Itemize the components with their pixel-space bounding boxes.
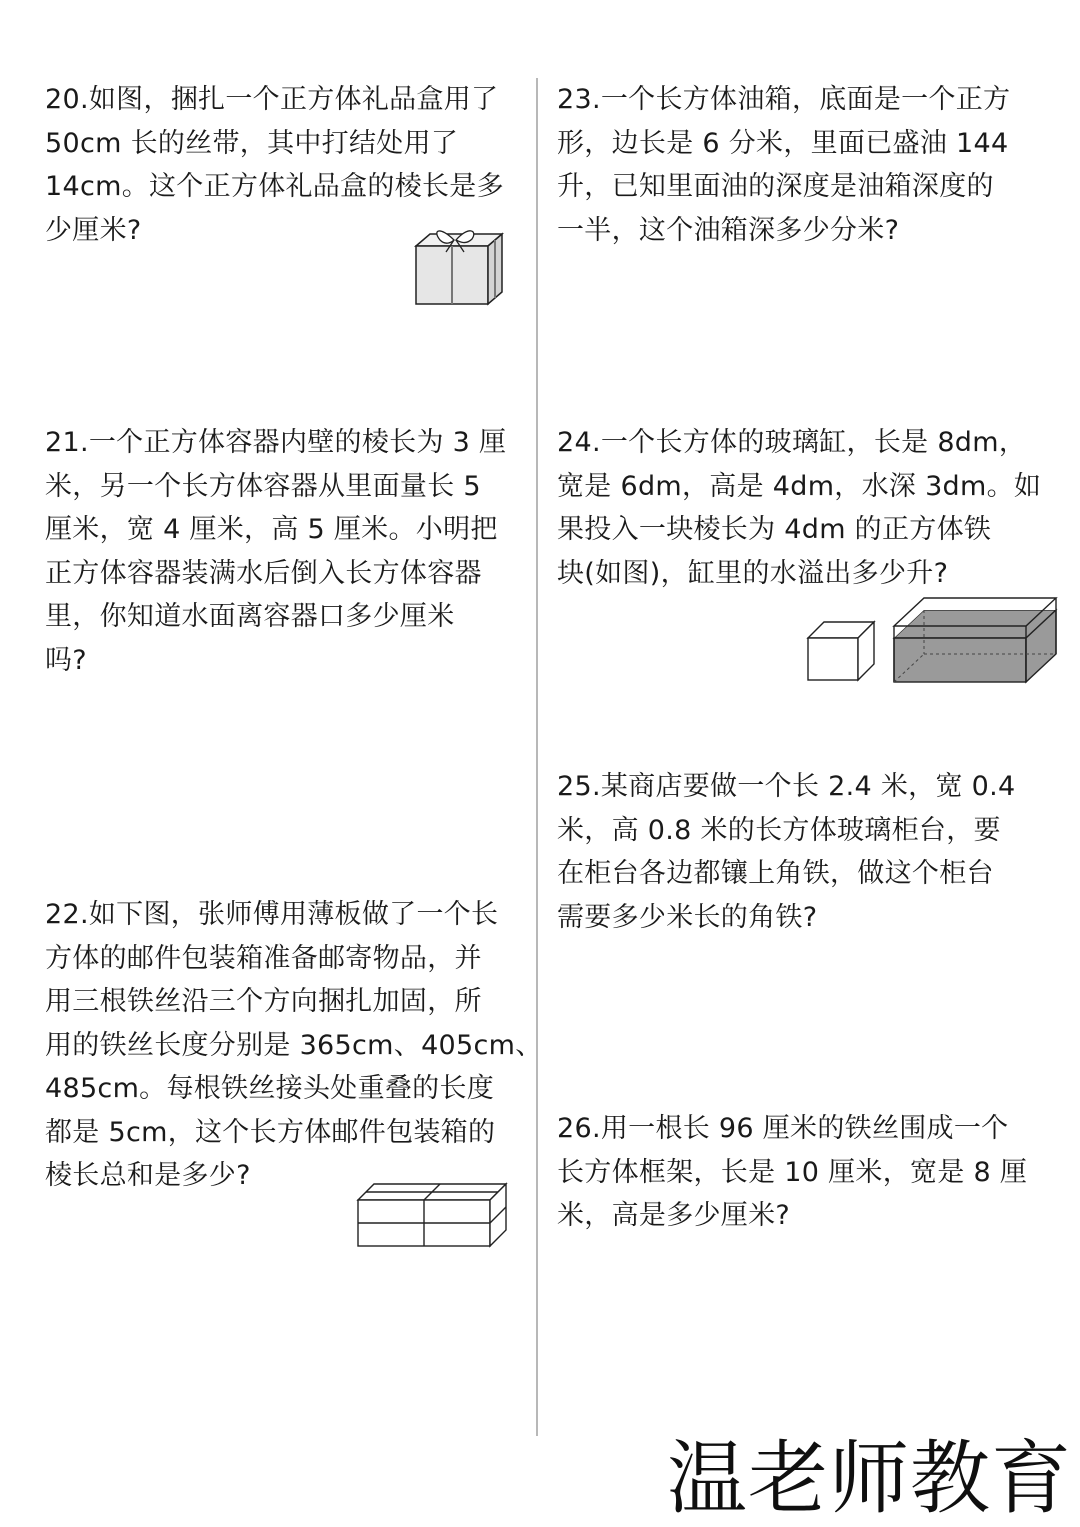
problem-23-line-3: 升，已知里面油的深度是油箱深度的 (557, 171, 994, 202)
problem-24-line-1: 24.一个长方体的玻璃缸，长是 8dm， (557, 427, 1027, 458)
problem-22-line-2: 方体的邮件包装箱准备邮寄物品，并 (45, 942, 482, 974)
problem-22-line-6: 都是 5cm，这个长方体邮件包装箱的 (45, 1116, 496, 1148)
problem-25 (557, 765, 1015, 939)
problem-25-line-4: 需要多少米长的角铁? (557, 901, 818, 933)
problem-22-line-4: 用的铁丝长度分别是 365cm、405cm、 (45, 1029, 543, 1061)
problem-25-line-1: 25.某商店要做一个长 2.4 米，宽 0.4 (557, 771, 1016, 802)
problem-23-line-4: 一半，这个油箱深多少分米? (557, 214, 900, 246)
problem-22-line-7: 棱长总和是多少? (45, 1160, 251, 1191)
problem-24-line-2: 宽是 6dm，高是 4dm，水深 3dm。如 (557, 470, 1042, 502)
problem-20-line-3: 14cm。这个正方体礼品盒的棱长是多 (45, 171, 504, 202)
problem-26-line-2: 长方体框架，长是 10 厘米，宽是 8 厘 (557, 1156, 1028, 1188)
problem-21-line-1: 21.一个正方体容器内壁的棱长为 3 厘 (45, 427, 507, 458)
problem-22-line-5: 485cm。每根铁丝接头处重叠的长度 (45, 1073, 495, 1104)
problem-22 (45, 893, 543, 1198)
problem-26-line-3: 米，高是多少厘米? (557, 1200, 791, 1231)
problem-21-line-4: 正方体容器装满水后倒入长方体容器 (45, 557, 482, 589)
problem-24-line-3: 果投入一块棱长为 4dm 的正方体铁 (557, 514, 992, 545)
problem-25-line-3: 在柜台各边都镶上角铁，做这个柜台 (557, 858, 994, 889)
problem-26-line-1: 26.用一根长 96 厘米的铁丝围成一个 (557, 1113, 1009, 1144)
problem-23-line-1: 23.一个长方体油箱，底面是一个正方 (557, 84, 1011, 115)
problem-23-line-2: 形，边长是 6 分米，里面已盛油 144 (557, 127, 1009, 159)
iron-cube-figure (804, 618, 878, 684)
problem-21-line-6: 吗? (45, 644, 87, 676)
problem-20-line-4: 少厘米? (45, 214, 142, 246)
watermark-brand: 温老师教育 (667, 1432, 1072, 1525)
problem-21-line-5: 里，你知道水面离容器口多少厘米 (45, 601, 455, 632)
gift-box-figure (410, 222, 510, 310)
glass-tank-figure (890, 596, 1060, 686)
problem-25-line-2: 米，高 0.8 米的长方体玻璃柜台，要 (557, 814, 1001, 846)
problem-22-line-1: 22.如下图，张师傅用薄板做了一个长 (45, 899, 499, 930)
problem-24 (557, 421, 1041, 595)
problem-20-line-1: 20.如图，捆扎一个正方体礼品盒用了 (45, 84, 499, 115)
problem-24-line-4: 块(如图)，缸里的水溢出多少升? (557, 557, 949, 589)
problem-22-line-3: 用三根铁丝沿三个方向捆扎加固，所 (45, 986, 482, 1017)
problem-21 (45, 421, 506, 682)
problem-23 (557, 78, 1010, 252)
problem-21-line-3: 厘米，宽 4 厘米，高 5 厘米。小明把 (45, 514, 498, 545)
problem-20-line-2: 50cm 长的丝带，其中打结处用了 (45, 127, 459, 159)
problem-26 (557, 1107, 1027, 1238)
column-divider (536, 78, 538, 1436)
package-box-figure (354, 1178, 510, 1250)
problem-21-line-2: 米，另一个长方体容器从里面量长 5 (45, 470, 481, 502)
